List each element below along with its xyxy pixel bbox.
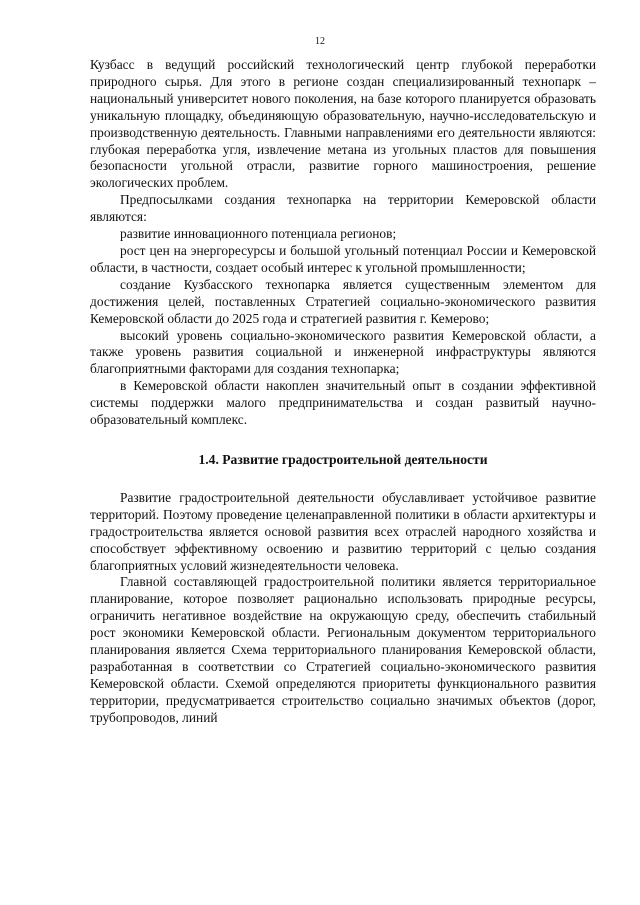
- paragraph-urban-development: Развитие градостроительной деятельности обуславливает устойчивое развитие территорий. Поэтому проведение целенаправленной политики в области архитектуры и градостроительства является основой развития всех отраслей народного хозяйства и способствует эффективному освоению и развитию территорий с целью создания благоприятных условий жизнедеятельности человека.: [90, 489, 596, 573]
- paragraph-prerequisites-intro: Предпосылками создания технопарка на территории Кемеровской области являются:: [90, 192, 596, 225]
- paragraph-continuation: Кузбасс в ведущий российский технологический центр глубокой переработки природного сырья. Для этого в регионе создан специализированный технопарк – национальный университет нового поколения, на базе которого планируется образовать уникальную площадку, объединяющую образовательную, научно-исследовательскую и производственную деятельность. Главными направлениями его деятельности являются: глубокая переработка угля, извлечение метана из угольных пластов для повышения безопасности угольной отрасли, развитие горного машиностроения, решение экологических проблем.: [90, 57, 596, 191]
- list-item-energy-prices: рост цен на энергоресурсы и большой угольный потенциал России и Кемеровской области, в частности, создает особый интерес к угольной промышленности;: [90, 242, 596, 275]
- section-heading: 1.4. Развитие градостроительной деятельности: [198, 451, 488, 467]
- page-content: [90, 57, 596, 727]
- list-item-strategy: создание Кузбасского технопарка является существенным элементом для достижения целей, поставленных Стратегией социально-экономического развития Кемеровской области до 2025 года и стратегией развития г. Кемерово;: [90, 276, 596, 326]
- page-number: 12: [315, 36, 325, 47]
- list-item-experience: в Кемеровской области накоплен значительный опыт в создании эффективной системы поддержки малого предпринимательства и создан развитый научно-образовательный комплекс.: [90, 378, 596, 428]
- paragraph-territorial-planning: Главной составляющей градостроительной политики является территориальное планирование, которое позволяет рационально использовать природные ресурсы, ограничить негативное воздействие на окружающую среду, обеспечить стабильный рост экономики Кемеровской области. Региональным документом территориального планирования является Схема территориального планирования Кемеровской области, разработанная в соответствии со Стратегией социально-экономического развития Кемеровской области. Схемой определяются приоритеты функционального развития территории, предусматривается строительство социально значимых объектов (дорог, трубопроводов, линий: [90, 574, 596, 725]
- list-item-innovation: развитие инновационного потенциала регионов;: [120, 226, 397, 242]
- list-item-development-level: высокий уровень социально-экономического развития Кемеровской области, а также уровень развития социальной и инженерной инфраструктуры являются благоприятными факторами для создания технопарка;: [90, 327, 596, 377]
